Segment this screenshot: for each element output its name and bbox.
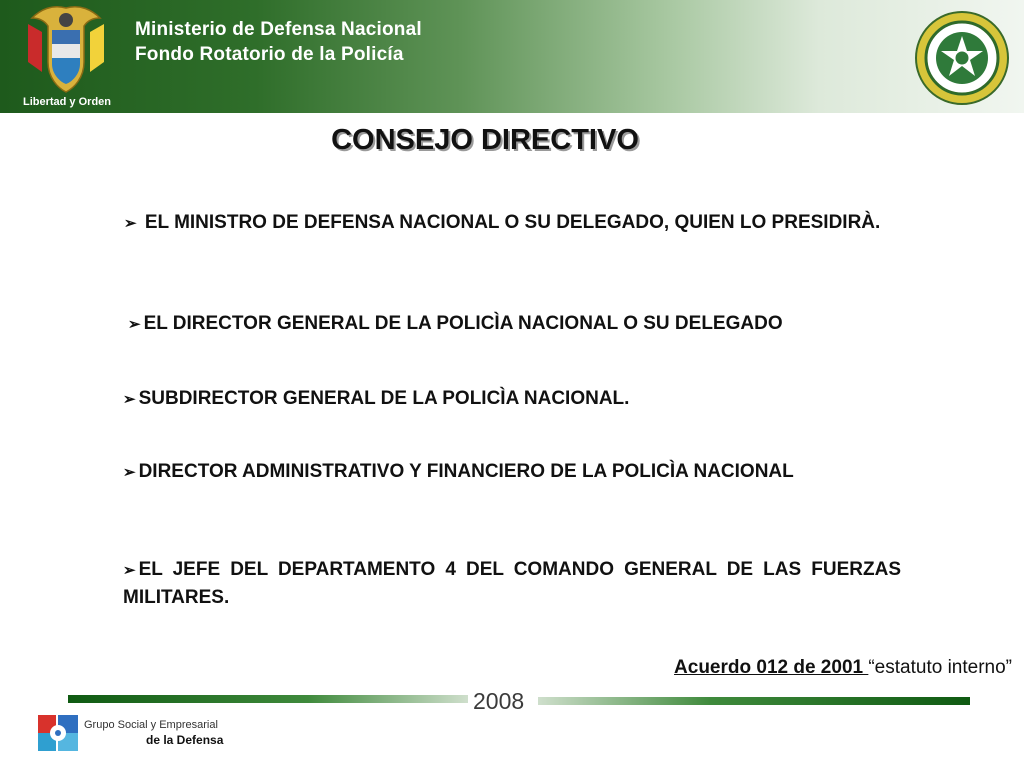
list-item	[128, 310, 901, 338]
arrow-bullet-icon: ➢	[123, 391, 136, 408]
list-item-text: DIRECTOR ADMINISTRATIVO Y FINANCIERO DE LA POLICÌA NACIONAL	[138, 461, 794, 482]
list-item	[123, 458, 901, 486]
list-item	[124, 209, 901, 237]
gse-logo-icon	[36, 713, 80, 753]
list-item	[123, 556, 901, 611]
list-item-text: EL JEFE DEL DEPARTAMENTO 4 DEL COMANDO GENERAL DE LAS FUERZAS MILITARES.	[123, 559, 901, 608]
arrow-bullet-icon: ➢	[123, 562, 136, 579]
list-item-text: SUBDIRECTOR GENERAL DE LA POLICÌA NACIONAL.	[138, 388, 630, 409]
arrow-bullet-icon: ➢	[123, 464, 136, 481]
list-item-text: EL DIRECTOR GENERAL DE LA POLICÌA NACIONAL O SU DELEGADO	[143, 313, 783, 334]
ministry-line-2: Fondo Rotatorio de la Policía	[135, 44, 404, 65]
ministry-title	[135, 17, 422, 67]
arrow-bullet-icon: ➢	[128, 316, 141, 333]
acuerdo-ref: Acuerdo 012 de 2001	[674, 657, 869, 678]
page-title: CONSEJO DIRECTIVO	[331, 124, 639, 156]
footer-year: 2008	[473, 688, 525, 714]
police-seal-icon	[914, 10, 1010, 106]
footer-divider-left	[68, 695, 468, 703]
group-name-line-1: Grupo Social y Empresarial	[84, 719, 218, 731]
arrow-bullet-icon: ➢	[124, 215, 137, 232]
ministry-line-1: Ministerio de Defensa Nacional	[135, 19, 422, 40]
footer-divider-right	[538, 697, 970, 705]
coat-of-arms-icon	[22, 2, 110, 96]
header-banner	[0, 0, 1024, 113]
acuerdo-reference	[674, 657, 1012, 679]
motto-text: Libertad y Orden	[22, 96, 112, 108]
list-item-text: EL MINISTRO DE DEFENSA NACIONAL O SU DELEGADO, QUIEN LO PRESIDIRÀ.	[144, 212, 881, 233]
group-name-line-2: de la Defensa	[146, 733, 224, 747]
acuerdo-desc: “estatuto interno”	[868, 657, 1012, 678]
list-item	[123, 385, 901, 413]
